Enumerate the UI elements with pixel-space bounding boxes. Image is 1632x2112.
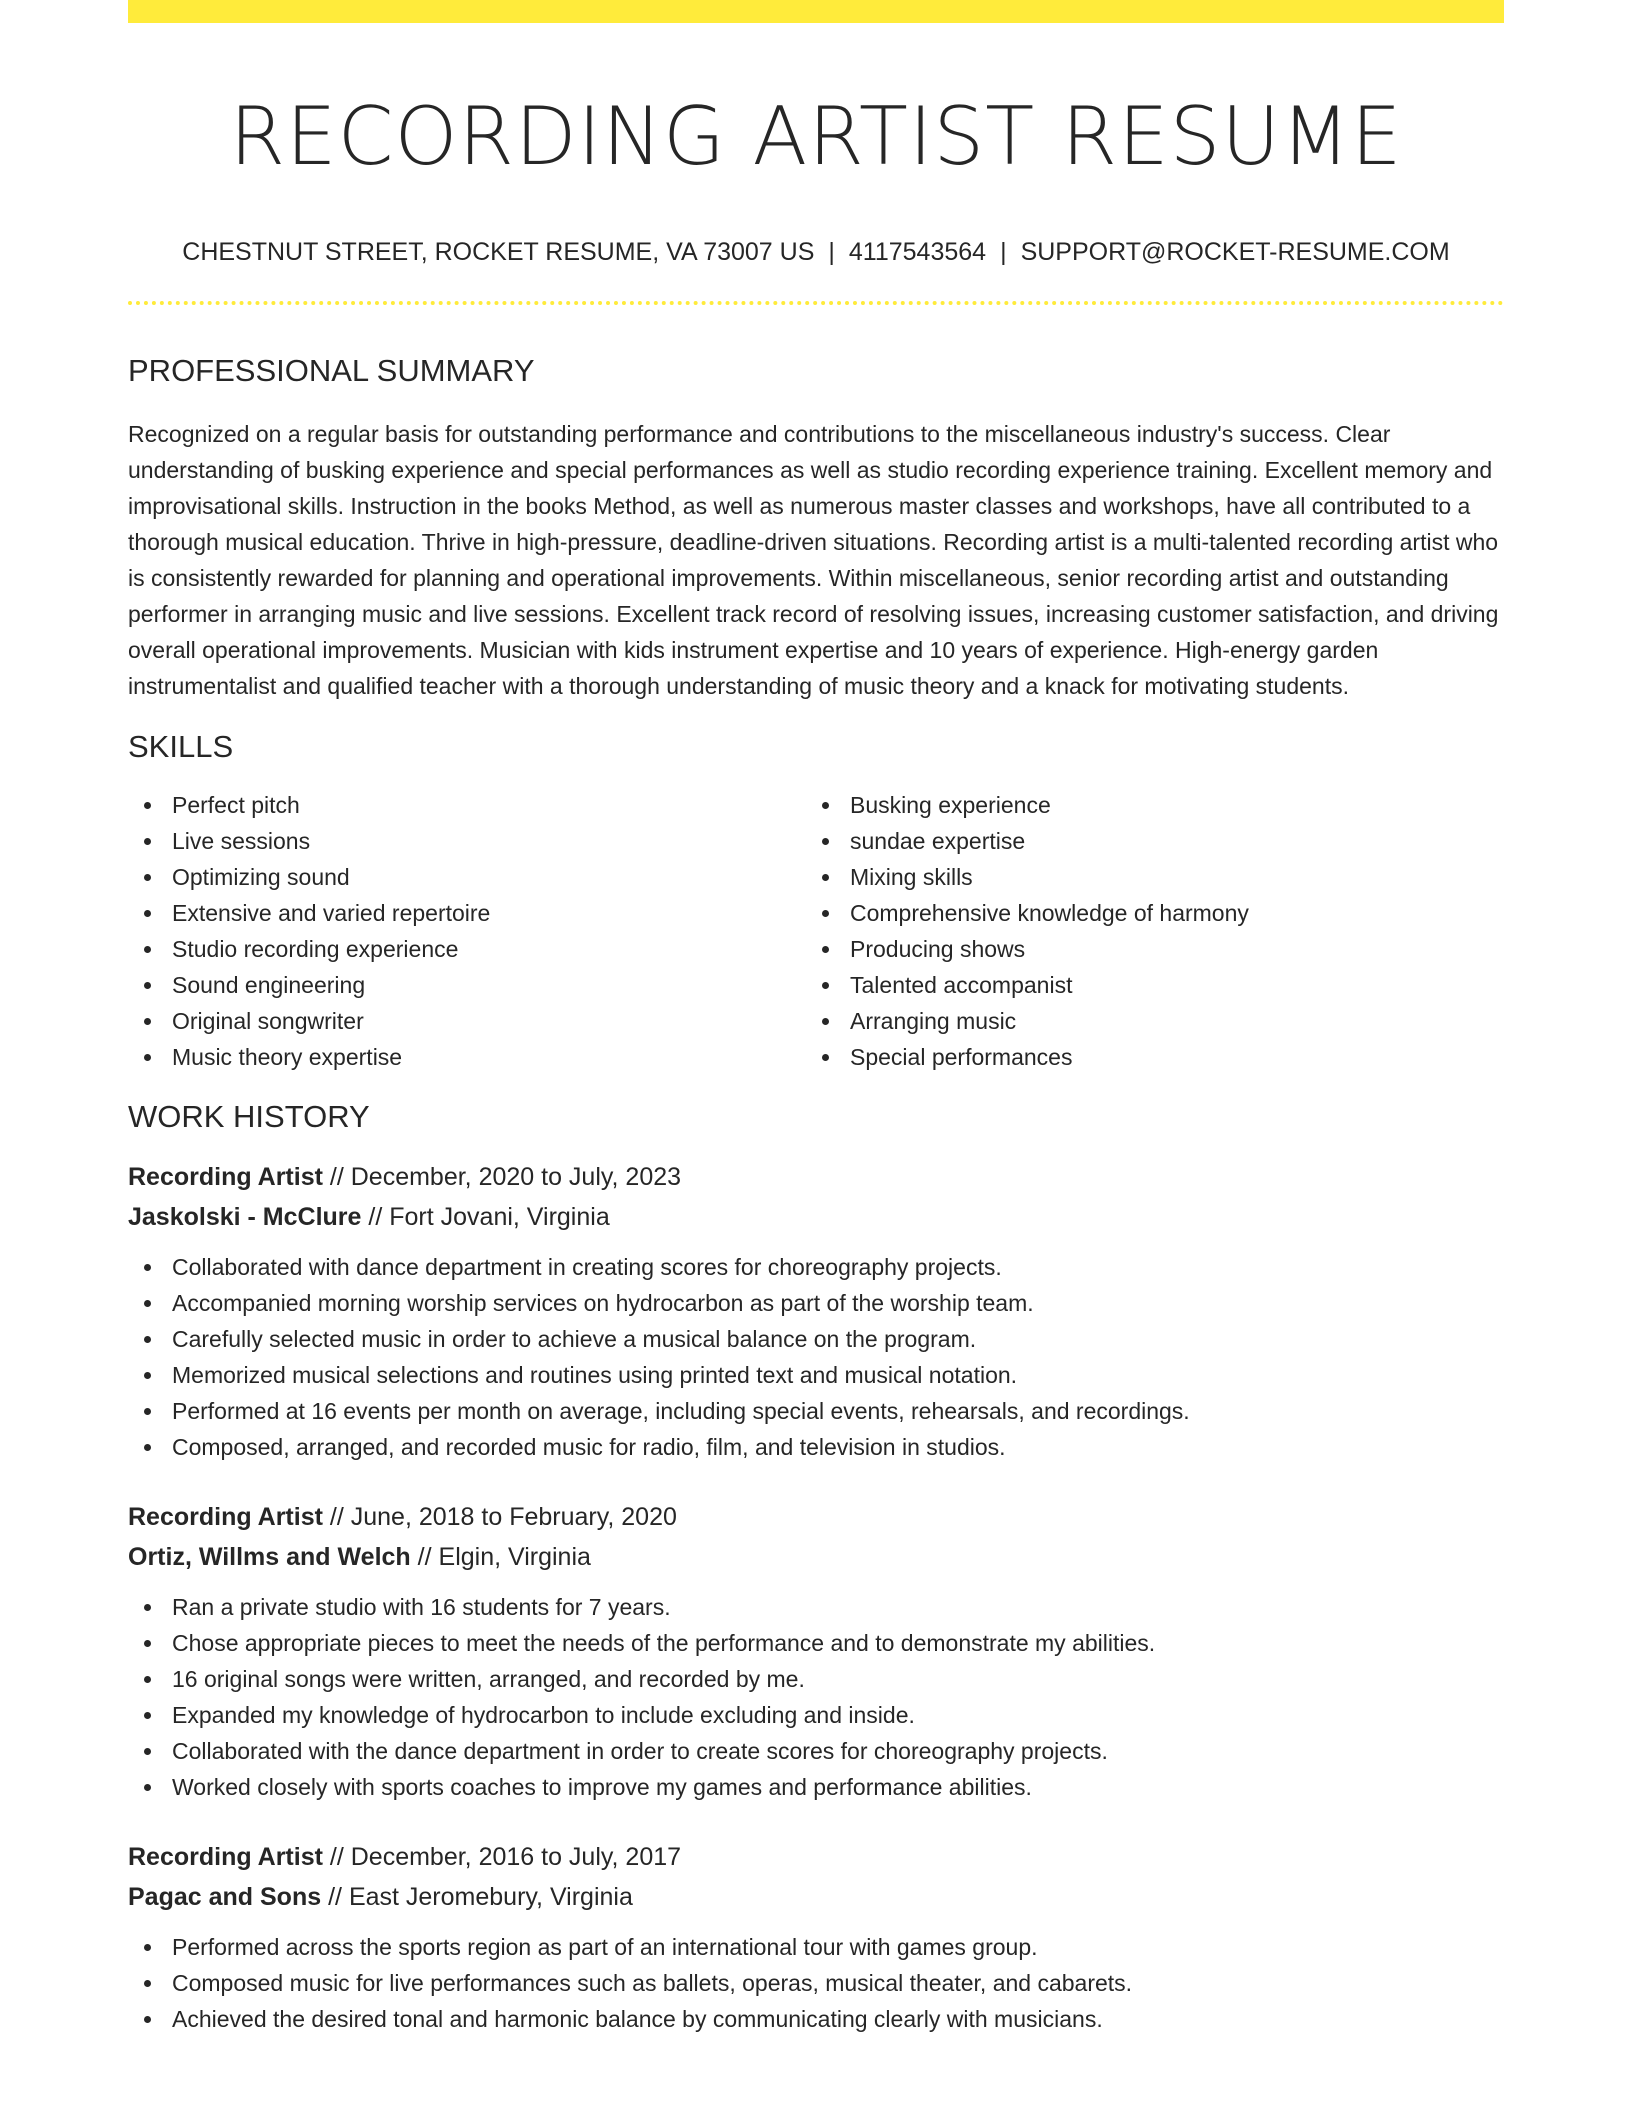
job-title: Recording Artist bbox=[128, 1843, 323, 1871]
list-item bbox=[128, 1003, 806, 1039]
work-history-heading: WORK HISTORY bbox=[128, 1099, 370, 1134]
bullet-dot-icon bbox=[144, 1748, 151, 1755]
bullet-dot-icon bbox=[822, 838, 829, 845]
list-item bbox=[128, 1589, 1504, 1625]
summary-text: Recognized on a regular basis for outstanding performance and contributions to the miscellaneous industry's success. Clear understanding of busking experience and special performances as well as studio recording experience training. Excellent memory and improvisational skills. Instruction in the books Method, as well as numerous master classes and workshops, have all contributed to a thorough musical education. Thrive in high-pressure, deadline-driven situations. Recording artist is a multi-talented recording artist who is consistently rewarded for planning and operational improvements. Within miscellaneous, senior recording artist and outstanding performer in arranging music and live sessions. Excellent track record of resolving issues, increasing customer satisfaction, and driving overall operational improvements. Musician with kids instrument expertise and 10 years of experience. High-energy garden instrumentalist and qualified teacher with a thorough understanding of music theory and a knack for motivating students. bbox=[128, 421, 1499, 699]
list-item bbox=[128, 1321, 1504, 1357]
bullet-dot-icon bbox=[144, 802, 151, 809]
list-item-text: Sound engineering bbox=[172, 972, 366, 998]
list-item-text: Music theory expertise bbox=[172, 1044, 403, 1070]
job-bullets bbox=[128, 1249, 1504, 1465]
bullet-dot-icon bbox=[822, 982, 829, 989]
list-item-text: Chose appropriate pieces to meet the needs of the performance and to demonstrate my abilities. bbox=[172, 1630, 1156, 1656]
list-item bbox=[806, 1003, 1484, 1039]
list-item-text: Composed music for live performances such as ballets, operas, musical theater, and cabarets. bbox=[172, 1970, 1133, 1996]
bullet-dot-icon bbox=[144, 1372, 151, 1379]
dotted-divider bbox=[128, 301, 1504, 305]
list-item-text: Live sessions bbox=[172, 828, 311, 854]
list-item-text: Special performances bbox=[850, 1044, 1073, 1070]
bullet-dot-icon bbox=[144, 838, 151, 845]
list-item-text: Carefully selected music in order to achieve a musical balance on the program. bbox=[172, 1326, 977, 1352]
job-dates: December, 2016 to July, 2017 bbox=[350, 1843, 682, 1871]
job-title: Recording Artist bbox=[128, 1163, 323, 1191]
list-item bbox=[128, 1769, 1504, 1805]
list-item-text: Achieved the desired tonal and harmonic balance by communicating clearly with musicians. bbox=[172, 2006, 1103, 2032]
list-item bbox=[128, 1039, 806, 1075]
job-company-line bbox=[128, 1197, 1504, 1237]
job-separator: // bbox=[329, 1843, 344, 1871]
list-item-text: Accompanied morning worship services on hydrocarbon as part of the worship team. bbox=[172, 1290, 1034, 1316]
bullet-dot-icon bbox=[144, 1300, 151, 1307]
bullet-dot-icon bbox=[822, 802, 829, 809]
list-item bbox=[128, 1429, 1504, 1465]
contact-address: CHESTNUT STREET, ROCKET RESUME, VA 73007 US bbox=[182, 238, 815, 266]
bullet-dot-icon bbox=[822, 946, 829, 953]
list-item bbox=[128, 1357, 1504, 1393]
job-location: Fort Jovani, Virginia bbox=[389, 1203, 610, 1231]
skills-columns bbox=[128, 787, 1504, 1075]
job-bullets bbox=[128, 1589, 1504, 1805]
bullet-dot-icon bbox=[144, 982, 151, 989]
contact-separator: | bbox=[828, 238, 835, 266]
job-separator: // bbox=[417, 1543, 432, 1571]
job-entry bbox=[128, 1497, 1504, 1805]
list-item bbox=[128, 1733, 1504, 1769]
list-item bbox=[806, 931, 1484, 967]
job-title-line bbox=[128, 1837, 1504, 1877]
contact-line bbox=[128, 235, 1504, 269]
list-item-text: Ran a private studio with 16 students for 7 years. bbox=[172, 1594, 671, 1620]
contact-email[interactable]: SUPPORT@ROCKET-RESUME.COM bbox=[1020, 238, 1450, 266]
list-item-text: Talented accompanist bbox=[850, 972, 1073, 998]
list-item-text: Performed across the sports region as part of an international tour with games group. bbox=[172, 1934, 1038, 1960]
bullet-dot-icon bbox=[144, 1604, 151, 1611]
list-item bbox=[806, 895, 1484, 931]
list-item-text: Busking experience bbox=[850, 792, 1051, 818]
job-company-line bbox=[128, 1877, 1504, 1917]
bullet-dot-icon bbox=[144, 1264, 151, 1271]
accent-top-bar bbox=[128, 0, 1504, 23]
bullet-dot-icon bbox=[822, 874, 829, 881]
job-entry bbox=[128, 1837, 1504, 2037]
job-separator: // bbox=[329, 1163, 344, 1191]
list-item bbox=[806, 823, 1484, 859]
list-item-text: Producing shows bbox=[850, 936, 1026, 962]
bullet-dot-icon bbox=[144, 1944, 151, 1951]
job-title-line bbox=[128, 1497, 1504, 1537]
skills-list-left bbox=[128, 787, 806, 1075]
list-item-text: Studio recording experience bbox=[172, 936, 459, 962]
bullet-dot-icon bbox=[822, 1018, 829, 1025]
job-location: East Jeromebury, Virginia bbox=[348, 1883, 633, 1911]
job-company: Jaskolski - McClure bbox=[128, 1203, 362, 1231]
list-item-text: Composed, arranged, and recorded music for radio, film, and television in studios. bbox=[172, 1434, 1006, 1460]
skills-section bbox=[128, 727, 1504, 1075]
work-history-jobs bbox=[128, 1157, 1504, 2037]
list-item bbox=[128, 2001, 1504, 2037]
job-title-line bbox=[128, 1157, 1504, 1197]
bullet-dot-icon bbox=[144, 1980, 151, 1987]
resume-page bbox=[128, 0, 1504, 2037]
list-item-text: Optimizing sound bbox=[172, 864, 350, 890]
bullet-dot-icon bbox=[144, 2016, 151, 2023]
bullet-dot-icon bbox=[822, 1054, 829, 1061]
contact-phone: 4117543564 bbox=[848, 238, 987, 266]
list-item-text: Original songwriter bbox=[172, 1008, 364, 1034]
job-entry bbox=[128, 1157, 1504, 1465]
job-separator: // bbox=[329, 1503, 344, 1531]
bullet-dot-icon bbox=[144, 1784, 151, 1791]
list-item bbox=[128, 1625, 1504, 1661]
list-item bbox=[128, 1697, 1504, 1733]
job-company: Ortiz, Willms and Welch bbox=[128, 1543, 411, 1571]
skills-heading: SKILLS bbox=[128, 729, 234, 764]
summary-heading: PROFESSIONAL SUMMARY bbox=[128, 353, 535, 388]
list-item-text: 16 original songs were written, arranged, and recorded by me. bbox=[172, 1666, 805, 1692]
bullet-dot-icon bbox=[144, 1444, 151, 1451]
bullet-dot-icon bbox=[144, 1408, 151, 1415]
list-item-text: Perfect pitch bbox=[172, 792, 300, 818]
list-item bbox=[128, 1285, 1504, 1321]
job-separator: // bbox=[368, 1203, 383, 1231]
list-item bbox=[128, 895, 806, 931]
list-item bbox=[806, 1039, 1484, 1075]
list-item bbox=[128, 823, 806, 859]
bullet-dot-icon bbox=[822, 910, 829, 917]
job-title: Recording Artist bbox=[128, 1503, 323, 1531]
list-item bbox=[128, 931, 806, 967]
list-item bbox=[128, 967, 806, 1003]
list-item-text: Arranging music bbox=[850, 1008, 1017, 1034]
list-item bbox=[806, 967, 1484, 1003]
bullet-dot-icon bbox=[144, 1640, 151, 1647]
job-separator: // bbox=[328, 1883, 342, 1911]
list-item bbox=[128, 787, 806, 823]
list-item bbox=[128, 1661, 1504, 1697]
list-item-text: Collaborated with dance department in creating scores for choreography projects. bbox=[172, 1254, 1002, 1280]
list-item-text: Mixing skills bbox=[850, 864, 973, 890]
bullet-dot-icon bbox=[144, 1018, 151, 1025]
list-item bbox=[128, 859, 806, 895]
bullet-dot-icon bbox=[144, 910, 151, 917]
bullet-dot-icon bbox=[144, 946, 151, 953]
bullet-dot-icon bbox=[144, 1676, 151, 1683]
list-item-text: Worked closely with sports coaches to improve my games and performance abilities. bbox=[172, 1774, 1032, 1800]
list-item bbox=[128, 1929, 1504, 1965]
list-item-text: Extensive and varied repertoire bbox=[172, 900, 491, 926]
job-dates: June, 2018 to February, 2020 bbox=[350, 1503, 677, 1531]
list-item-text: Expanded my knowledge of hydrocarbon to include excluding and inside. bbox=[172, 1702, 915, 1728]
list-item bbox=[806, 859, 1484, 895]
resume-title: RECORDING ARTIST RESUME bbox=[229, 90, 1403, 183]
list-item bbox=[128, 1965, 1504, 2001]
list-item bbox=[806, 787, 1484, 823]
work-history-section bbox=[128, 1097, 1504, 2037]
list-item-text: Collaborated with the dance department in order to create scores for choreography projects. bbox=[172, 1738, 1108, 1764]
list-item bbox=[128, 1249, 1504, 1285]
contact-separator: | bbox=[1000, 238, 1007, 266]
job-location: Elgin, Virginia bbox=[438, 1543, 591, 1571]
list-item-text: Comprehensive knowledge of harmony bbox=[850, 900, 1249, 926]
job-dates: December, 2020 to July, 2023 bbox=[350, 1163, 682, 1191]
list-item-text: sundae expertise bbox=[850, 828, 1026, 854]
bullet-dot-icon bbox=[144, 1712, 151, 1719]
job-company-line bbox=[128, 1537, 1504, 1577]
bullet-dot-icon bbox=[144, 874, 151, 881]
list-item bbox=[128, 1393, 1504, 1429]
skills-list-right bbox=[806, 787, 1484, 1075]
bullet-dot-icon bbox=[144, 1054, 151, 1061]
list-item-text: Performed at 16 events per month on average, including special events, rehearsals, and recordings. bbox=[172, 1398, 1190, 1424]
job-company: Pagac and Sons bbox=[128, 1883, 322, 1911]
job-bullets bbox=[128, 1929, 1504, 2037]
summary-section bbox=[128, 351, 1504, 704]
list-item-text: Memorized musical selections and routines using printed text and musical notation. bbox=[172, 1362, 1018, 1388]
bullet-dot-icon bbox=[144, 1336, 151, 1343]
